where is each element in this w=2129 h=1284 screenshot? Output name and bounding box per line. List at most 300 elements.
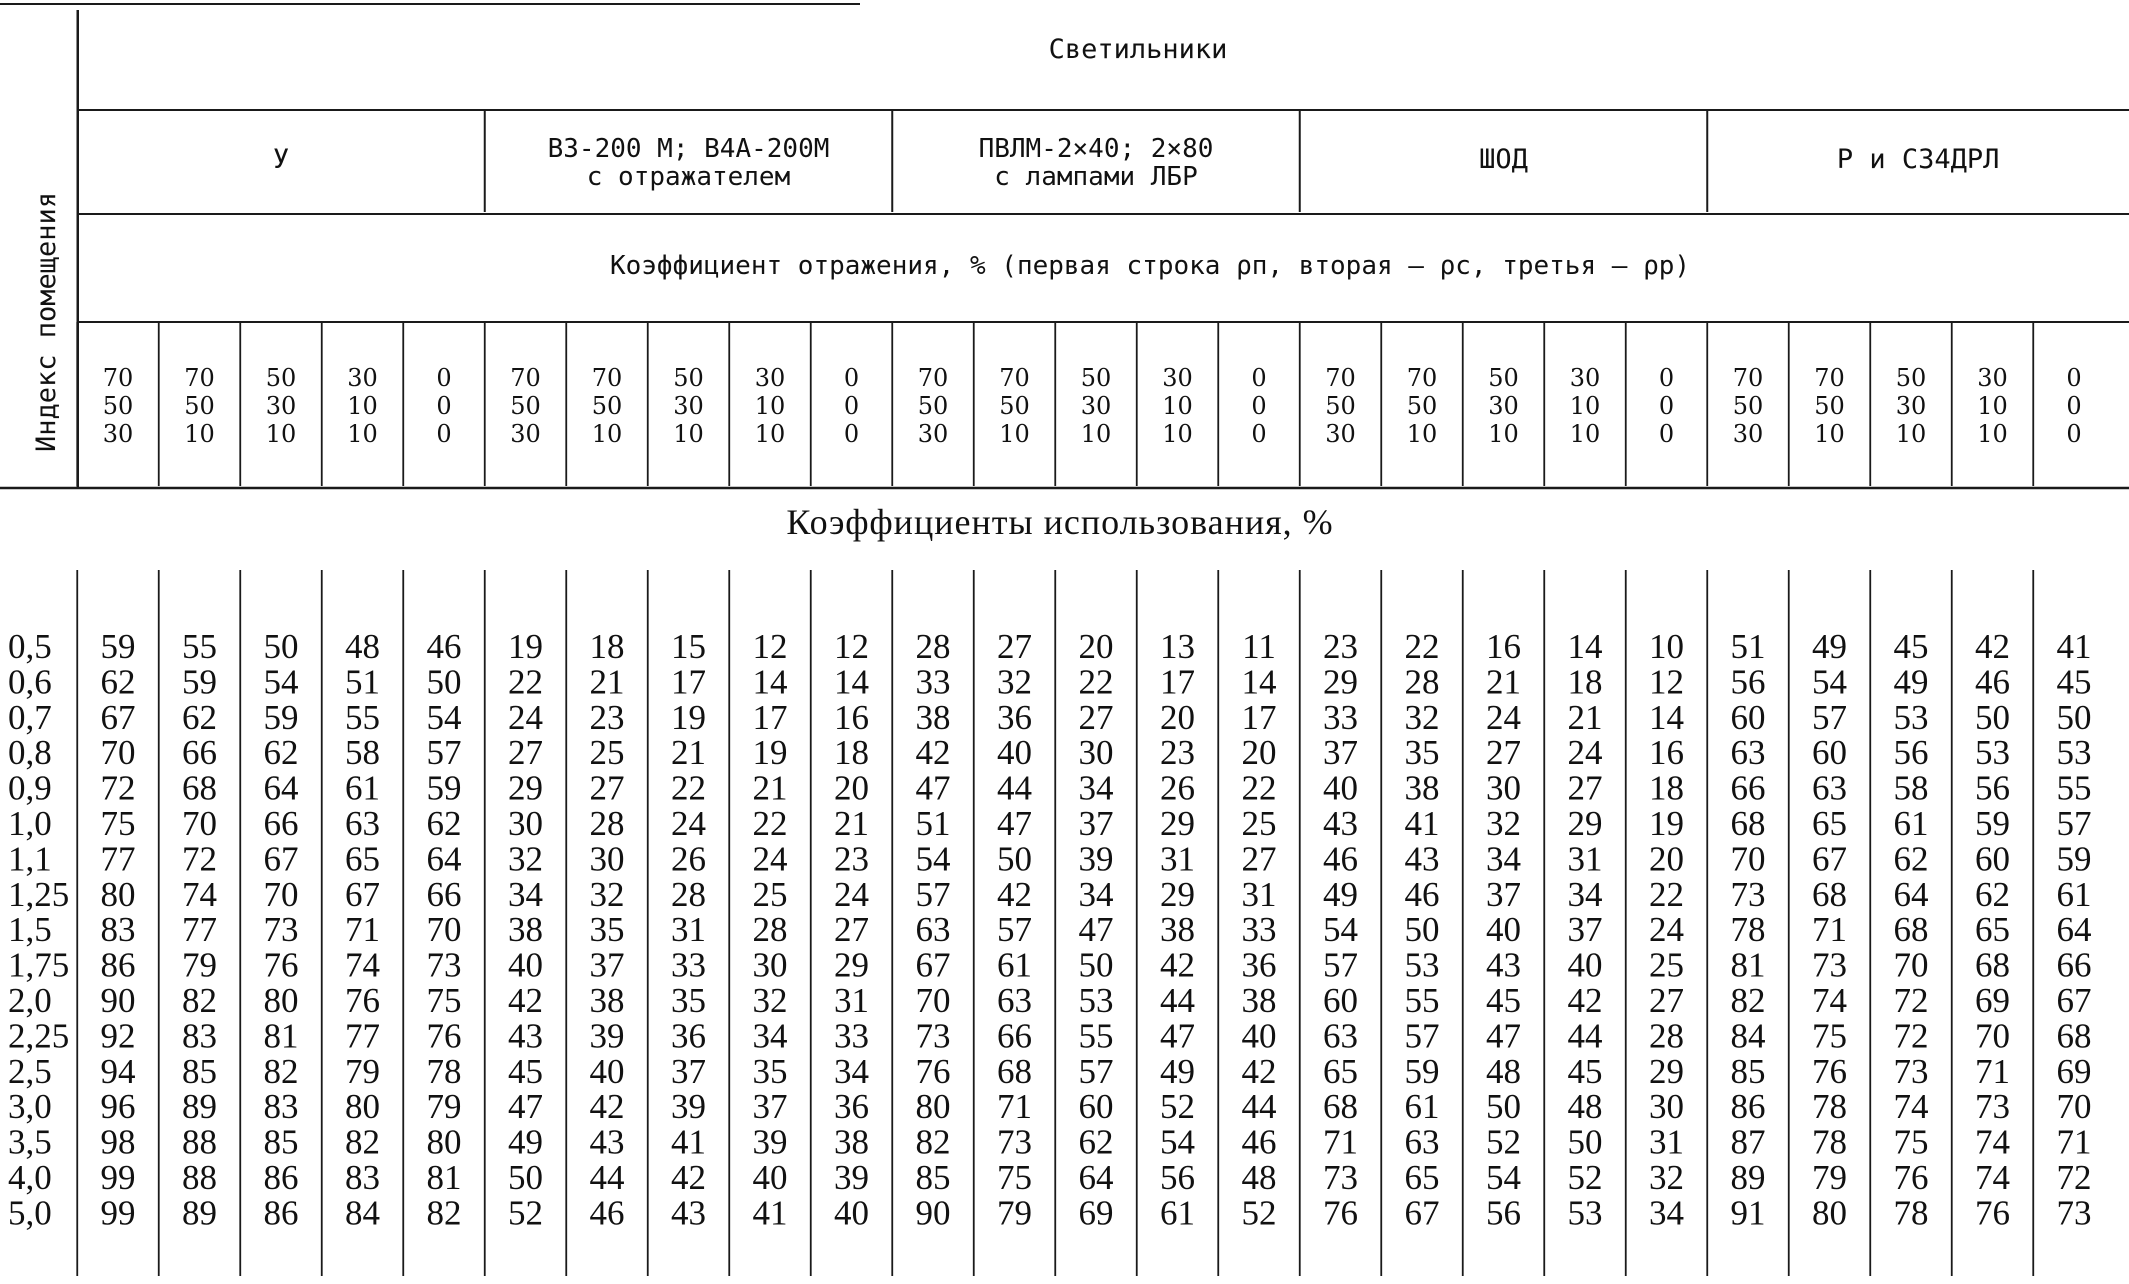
coefficient-cell: 73 (1893, 1051, 1929, 1091)
coefficient-cell: 67 (1404, 1193, 1440, 1233)
coefficient-cell: 20 (1160, 697, 1195, 737)
coefficient-cell: 34 (1486, 839, 1521, 879)
room-index-value: 4,0 (8, 1158, 52, 1197)
coefficient-cell: 31 (1160, 839, 1195, 879)
reflection-value: 50 (1895, 364, 1927, 392)
coefficient-cell: 35 (589, 910, 625, 950)
coefficient-cell: 27 (1567, 768, 1603, 808)
coefficient-cell: 54 (263, 662, 299, 702)
section-title: Коэффициенты использования, % (786, 502, 1334, 542)
coefficient-cell: 28 (752, 910, 788, 950)
coefficient-cell: 86 (263, 1158, 299, 1197)
coefficient-cell: 48 (1241, 1158, 1277, 1197)
coefficient-cell: 78 (1812, 1087, 1847, 1127)
coefficient-cell: 20 (1078, 627, 1114, 666)
coefficient-cell: 58 (345, 733, 380, 773)
coefficient-cell: 50 (997, 839, 1032, 879)
coefficient-cell: 40 (508, 945, 543, 985)
coefficient-cell: 54 (426, 697, 462, 737)
reflection-value: 0 (1251, 420, 1267, 448)
vertical-label-room-index: Индекс помещения (31, 191, 62, 453)
coefficient-cell: 82 (345, 1122, 380, 1162)
coefficient-cell: 72 (1893, 981, 1929, 1020)
coefficient-cell: 80 (100, 874, 136, 914)
coefficient-cell: 98 (100, 1122, 136, 1162)
coefficient-cell: 77 (182, 910, 217, 950)
coefficient-cell: 27 (508, 733, 543, 773)
coefficient-cell: 22 (752, 804, 788, 843)
coefficient-cell: 39 (752, 1122, 788, 1162)
coefficient-cell: 57 (915, 874, 951, 914)
coefficient-cell: 21 (1486, 662, 1521, 702)
coefficient-cell: 65 (1404, 1158, 1440, 1197)
coefficient-cell: 66 (263, 804, 299, 843)
coefficient-cell: 19 (671, 697, 706, 737)
coefficient-cell: 19 (1649, 804, 1684, 843)
reflection-value: 0 (843, 364, 860, 392)
coefficient-cell: 79 (426, 1087, 462, 1127)
coefficient-cell: 65 (1975, 910, 2010, 950)
coefficient-cell: 37 (1323, 733, 1358, 773)
coefficient-cell: 59 (1975, 804, 2010, 843)
coefficient-cell: 92 (100, 1016, 136, 1056)
coefficient-cell: 12 (834, 627, 869, 666)
luminaires-title: Светильники (1048, 34, 1228, 65)
coefficient-cell: 25 (589, 733, 625, 773)
coefficient-cell: 55 (182, 627, 217, 666)
coefficient-cell: 47 (1160, 1016, 1195, 1056)
coefficient-cell: 74 (1812, 981, 1847, 1020)
coefficient-cell: 36 (671, 1016, 706, 1056)
room-index-value: 2,25 (8, 1016, 70, 1056)
coefficient-cell: 73 (915, 1016, 951, 1056)
coefficient-cell: 32 (589, 874, 625, 914)
coefficient-cell: 50 (2056, 697, 2092, 737)
coefficient-cell: 28 (589, 804, 625, 843)
coefficient-cell: 77 (100, 839, 136, 879)
coefficient-cell: 68 (1812, 874, 1847, 914)
coefficient-cell: 18 (589, 627, 625, 666)
coefficient-cell: 82 (426, 1193, 462, 1233)
coefficient-cell: 38 (834, 1122, 869, 1162)
coefficient-cell: 79 (182, 945, 217, 985)
room-index-value: 0,9 (8, 768, 52, 808)
coefficient-cell: 24 (834, 874, 869, 914)
coefficient-cell: 63 (345, 804, 380, 843)
coefficient-cell: 86 (1730, 1087, 1766, 1127)
room-index-value: 1,75 (8, 945, 70, 985)
coefficient-cell: 22 (1241, 768, 1277, 808)
reflection-value: 70 (591, 364, 623, 392)
coefficient-cell: 79 (345, 1051, 380, 1091)
coefficient-cell: 79 (1812, 1158, 1847, 1197)
coefficient-cell: 22 (671, 768, 706, 808)
coefficient-cell: 82 (915, 1122, 951, 1162)
coefficient-cell: 27 (997, 627, 1032, 666)
coefficient-cell: 17 (671, 662, 706, 702)
reflection-value: 0 (1658, 392, 1675, 420)
reflection-value: 30 (510, 420, 541, 448)
coefficient-cell: 49 (1323, 874, 1358, 914)
coefficient-cell: 44 (1567, 1016, 1603, 1056)
coefficient-cell: 47 (1078, 910, 1114, 950)
coefficient-cell: 65 (1323, 1051, 1358, 1091)
coefficient-cell: 83 (100, 910, 136, 950)
coefficient-cell: 47 (1486, 1016, 1521, 1056)
coefficient-cell: 53 (1567, 1193, 1603, 1233)
coefficient-cell: 33 (915, 662, 951, 702)
coefficient-cell: 76 (345, 981, 380, 1020)
coefficient-cell: 17 (1241, 697, 1277, 737)
coefficient-cell: 49 (1812, 627, 1847, 666)
coefficient-cell: 53 (1893, 697, 1929, 737)
reflection-value: 50 (591, 392, 623, 420)
coefficient-cell: 57 (1404, 1016, 1440, 1056)
coefficient-cell: 64 (263, 768, 299, 808)
reflection-value: 30 (347, 364, 378, 392)
coefficient-cell: 50 (1078, 945, 1114, 985)
coefficient-cell: 96 (100, 1087, 136, 1127)
coefficient-cell: 62 (1975, 874, 2010, 914)
group-header-line2: с лампами ЛБР (994, 162, 1198, 192)
coefficient-cell: 53 (2056, 733, 2092, 773)
reflection-value: 30 (1977, 364, 2008, 392)
coefficient-cell: 68 (1975, 945, 2010, 985)
coefficient-cell: 56 (1160, 1158, 1195, 1197)
reflection-value: 10 (1895, 420, 1927, 448)
coefficient-cell: 73 (2056, 1193, 2092, 1233)
coefficient-cell: 51 (1730, 627, 1766, 666)
coefficient-cell: 13 (1160, 627, 1195, 666)
coefficient-cell: 90 (915, 1193, 951, 1233)
coefficient-cell: 27 (1486, 733, 1521, 773)
coefficient-cell: 11 (1242, 627, 1276, 666)
coefficient-cell: 83 (263, 1087, 299, 1127)
coefficient-cell: 35 (1404, 733, 1440, 773)
coefficient-cell: 53 (1975, 733, 2010, 773)
coefficient-cell: 31 (834, 981, 869, 1020)
coefficient-cell: 56 (1975, 768, 2010, 808)
coefficient-cell: 38 (508, 910, 543, 950)
reflection-value: 10 (754, 420, 786, 448)
coefficient-cell: 17 (752, 697, 788, 737)
coefficient-cell: 76 (1975, 1193, 2010, 1233)
coefficient-cell: 41 (1404, 804, 1440, 843)
coefficient-cell: 56 (1730, 662, 1766, 702)
coefficient-cell: 34 (834, 1051, 869, 1091)
coefficient-cell: 70 (915, 981, 951, 1020)
room-index-value: 1,5 (8, 910, 52, 950)
coefficient-cell: 42 (671, 1158, 706, 1197)
coefficient-cell: 46 (426, 627, 462, 666)
reflection-value: 50 (102, 392, 134, 420)
coefficient-cell: 40 (752, 1158, 788, 1197)
reflection-value: 30 (1162, 364, 1193, 392)
coefficient-cell: 52 (1567, 1158, 1603, 1197)
coefficient-cell: 75 (997, 1158, 1032, 1197)
reflection-value: 30 (1569, 364, 1601, 392)
reflection-value: 30 (917, 420, 949, 448)
coefficient-cell: 62 (182, 697, 217, 737)
coefficient-cell: 74 (1975, 1122, 2010, 1162)
coefficient-cell: 14 (834, 662, 869, 702)
reflection-value: 0 (843, 392, 860, 420)
coefficient-cell: 85 (182, 1051, 217, 1091)
coefficient-cell: 77 (345, 1016, 380, 1056)
coefficient-cell: 42 (1567, 981, 1603, 1020)
coefficient-cell: 88 (182, 1122, 217, 1162)
coefficient-cell: 34 (508, 874, 543, 914)
coefficient-cell: 47 (508, 1087, 543, 1127)
reflection-value: 0 (436, 392, 452, 420)
reflection-value: 30 (673, 392, 704, 420)
room-index-value: 3,5 (8, 1122, 52, 1162)
coefficient-cell: 43 (1404, 839, 1440, 879)
coefficient-cell: 33 (1241, 910, 1277, 950)
coefficient-cell: 66 (1730, 768, 1766, 808)
coefficient-cell: 99 (100, 1193, 136, 1233)
coefficient-cell: 65 (1812, 804, 1847, 843)
coefficient-cell: 48 (1486, 1051, 1521, 1091)
coefficient-cell: 71 (345, 910, 380, 950)
coefficient-cell: 62 (1893, 839, 1929, 879)
coefficient-cell: 86 (100, 945, 136, 985)
reflection-value: 50 (265, 364, 297, 392)
coefficient-cell: 30 (589, 839, 625, 879)
coefficient-cell: 19 (508, 627, 543, 666)
coefficient-cell: 36 (997, 697, 1032, 737)
coefficient-cell: 84 (345, 1193, 380, 1233)
coefficient-cell: 32 (1649, 1158, 1684, 1197)
coefficient-cell: 80 (426, 1122, 462, 1162)
coefficient-cell: 40 (1486, 910, 1521, 950)
coefficient-cell: 67 (915, 945, 951, 985)
reflection-value: 30 (1732, 420, 1764, 448)
coefficient-cell: 76 (426, 1016, 462, 1056)
coefficient-cell: 37 (1486, 874, 1521, 914)
coefficient-cell: 53 (1078, 981, 1114, 1020)
reflection-value: 50 (1814, 392, 1845, 420)
room-index-value: 0,8 (8, 733, 52, 773)
coefficient-cell: 44 (589, 1158, 625, 1197)
coefficient-cell: 64 (1893, 874, 1929, 914)
reflection-value: 10 (1162, 420, 1193, 448)
coefficient-cell: 61 (1160, 1193, 1195, 1233)
coefficient-cell: 50 (1404, 910, 1440, 950)
coefficient-cell: 54 (1160, 1122, 1195, 1162)
coefficient-cell: 24 (1649, 910, 1684, 950)
reflection-value: 10 (754, 392, 786, 420)
reflection-value: 50 (510, 392, 541, 420)
coefficient-cell: 66 (997, 1016, 1032, 1056)
coefficient-cell: 37 (1567, 910, 1603, 950)
coefficient-cell: 57 (1812, 697, 1847, 737)
coefficient-cell: 18 (1567, 662, 1603, 702)
reflection-value: 0 (436, 420, 452, 448)
coefficient-cell: 62 (100, 662, 136, 702)
coefficient-cell: 24 (671, 804, 706, 843)
coefficient-cell: 34 (1078, 874, 1114, 914)
coefficient-cell: 67 (2056, 981, 2092, 1020)
coefficient-cell: 89 (182, 1193, 217, 1233)
coefficient-cell: 68 (997, 1051, 1032, 1091)
coefficient-cell: 21 (589, 662, 625, 702)
coefficient-cell: 68 (1893, 910, 1929, 950)
coefficient-cell: 99 (100, 1158, 136, 1197)
coefficient-cell: 87 (1730, 1122, 1766, 1162)
coefficient-cell: 19 (752, 733, 788, 773)
coefficient-cell: 61 (1404, 1087, 1440, 1127)
coefficient-cell: 56 (1486, 1193, 1521, 1233)
coefficient-cell: 67 (263, 839, 299, 879)
coefficient-cell: 46 (1241, 1122, 1277, 1162)
reflection-value: 10 (1162, 392, 1193, 420)
coefficient-cell: 49 (1160, 1051, 1195, 1091)
room-index-value: 1,25 (8, 874, 70, 914)
reflection-value: 10 (184, 420, 215, 448)
coefficient-cell: 54 (915, 839, 951, 879)
coefficient-cell: 24 (1486, 697, 1521, 737)
coefficient-cell: 31 (1649, 1122, 1684, 1162)
coefficient-cell: 60 (1975, 839, 2010, 879)
coefficient-cell: 21 (1567, 697, 1603, 737)
coefficient-cell: 39 (1078, 839, 1114, 879)
reflection-value: 50 (1732, 392, 1764, 420)
coefficient-cell: 61 (2056, 874, 2092, 914)
coefficient-cell: 39 (671, 1087, 706, 1127)
coefficient-cell: 57 (426, 733, 462, 773)
reflection-value: 0 (1251, 392, 1267, 420)
reflection-value: 70 (1406, 364, 1438, 392)
coefficient-cell: 54 (1812, 662, 1847, 702)
coefficient-cell: 71 (1323, 1122, 1358, 1162)
coefficient-cell: 29 (1649, 1051, 1684, 1091)
coefficient-cell: 44 (1241, 1087, 1277, 1127)
coefficient-cell: 85 (263, 1122, 299, 1162)
coefficient-cell: 83 (345, 1158, 380, 1197)
coefficient-cell: 10 (1649, 627, 1684, 666)
coefficient-cell: 78 (1730, 910, 1766, 950)
coefficient-cell: 16 (834, 697, 869, 737)
coefficient-cell: 32 (752, 981, 788, 1020)
reflection-value: 0 (1251, 364, 1267, 392)
coefficient-cell: 43 (1486, 945, 1521, 985)
group-header-line2: с отражателем (586, 162, 791, 192)
coefficient-cell: 82 (263, 1051, 299, 1091)
group-header-line1: ВЗ-200 М; В4А-200М (547, 134, 830, 164)
reflection-value: 10 (1977, 420, 2008, 448)
coefficient-cell: 57 (1078, 1051, 1114, 1091)
coefficient-cell: 73 (1975, 1087, 2010, 1127)
coefficient-cell: 63 (997, 981, 1032, 1020)
coefficient-cell: 72 (2056, 1158, 2092, 1197)
coefficient-cell: 35 (671, 981, 706, 1020)
coefficient-cell: 68 (1323, 1087, 1358, 1127)
coefficient-cell: 15 (671, 627, 706, 666)
coefficient-cell: 74 (1893, 1087, 1929, 1127)
coefficient-cell: 48 (345, 627, 380, 666)
coefficient-cell: 65 (345, 839, 380, 879)
reflection-value: 10 (347, 420, 378, 448)
coefficient-cell: 61 (1893, 804, 1929, 843)
reflection-value: 10 (347, 392, 378, 420)
coefficient-cell: 73 (1730, 874, 1766, 914)
coefficient-cell: 40 (1241, 1016, 1277, 1056)
coefficient-cell: 70 (1893, 945, 1929, 985)
coefficient-cell: 59 (182, 662, 217, 702)
coefficient-cell: 46 (1404, 874, 1440, 914)
coefficient-cell: 55 (1078, 1016, 1114, 1056)
coefficient-cell: 31 (1241, 874, 1277, 914)
group-header: У (272, 144, 290, 175)
reflection-value: 10 (999, 420, 1030, 448)
coefficient-cell: 47 (997, 804, 1032, 843)
coefficient-cell: 50 (1567, 1122, 1603, 1162)
coefficient-cell: 36 (834, 1087, 869, 1127)
coefficient-cell: 22 (1404, 627, 1440, 666)
reflection-value: 10 (1569, 392, 1601, 420)
coefficient-cell: 49 (508, 1122, 543, 1162)
coefficient-cell: 42 (589, 1087, 625, 1127)
coefficient-cell: 12 (752, 627, 788, 666)
coefficient-cell: 26 (1160, 768, 1195, 808)
coefficient-cell: 36 (1241, 945, 1277, 985)
reflection-value: 30 (1080, 392, 1112, 420)
coefficient-cell: 94 (100, 1051, 136, 1091)
coefficient-cell: 89 (182, 1087, 217, 1127)
coefficient-cell: 43 (671, 1193, 706, 1233)
coefficient-cell: 23 (589, 697, 625, 737)
coefficient-cell: 29 (1567, 804, 1603, 843)
coefficient-cell: 25 (1649, 945, 1684, 985)
reflection-value: 10 (1488, 420, 1519, 448)
coefficient-cell: 62 (426, 804, 462, 843)
coefficient-cell: 46 (589, 1193, 625, 1233)
coefficient-cell: 22 (1078, 662, 1114, 702)
coefficient-cell: 50 (1975, 697, 2010, 737)
coefficient-cell: 35 (752, 1051, 788, 1091)
coefficient-cell: 21 (834, 804, 869, 843)
reflection-value: 0 (1658, 420, 1675, 448)
coefficient-cell: 74 (345, 945, 380, 985)
coefficient-cell: 20 (1649, 839, 1684, 879)
coefficient-cell: 82 (1730, 981, 1766, 1020)
coefficient-cell: 88 (182, 1158, 217, 1197)
coefficient-cell: 25 (1241, 804, 1277, 843)
coefficient-cell: 52 (1160, 1087, 1195, 1127)
coefficient-cell: 80 (345, 1087, 380, 1127)
coefficient-cell: 37 (589, 945, 625, 985)
reflection-value: 10 (1406, 420, 1438, 448)
reflection-value: 50 (1325, 392, 1356, 420)
coefficient-cell: 67 (1812, 839, 1847, 879)
coefficient-cell: 55 (345, 697, 380, 737)
reflection-value: 70 (102, 364, 134, 392)
coefficient-cell: 29 (1323, 662, 1358, 702)
coefficient-cell: 69 (2056, 1051, 2092, 1091)
room-index-value: 2,0 (8, 981, 52, 1020)
reflection-caption: Коэффициент отражения, % (первая строка ρп, вторая — ρс, третья — ρр) (609, 251, 1691, 281)
coefficient-cell: 71 (997, 1087, 1032, 1127)
reflection-value: 70 (1732, 364, 1764, 392)
coefficient-cell: 16 (1486, 627, 1521, 666)
reflection-value: 50 (1406, 392, 1438, 420)
coefficient-cell: 52 (1241, 1193, 1277, 1233)
coefficient-cell: 22 (1649, 874, 1684, 914)
coefficient-cell: 63 (1404, 1122, 1440, 1162)
coefficient-cell: 54 (1323, 910, 1358, 950)
coefficient-cell: 75 (1893, 1122, 1929, 1162)
